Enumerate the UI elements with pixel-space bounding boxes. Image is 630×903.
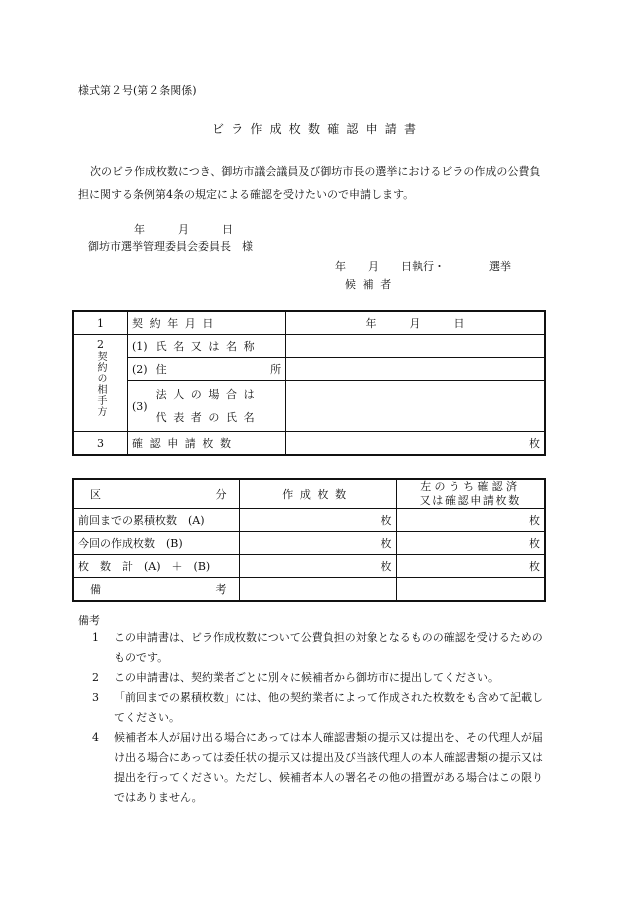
row1-value[interactable]: 年 月 日 [286, 311, 545, 335]
remarks-cell-1[interactable] [239, 578, 396, 602]
date-line: 年 月 日 [134, 223, 233, 236]
notes-heading: 備考 [78, 614, 100, 627]
form-id: 様式第２号(第２条関係) [78, 84, 197, 97]
sub2-label-b: 所 [270, 363, 282, 376]
header-kubun-b: 分 [215, 488, 227, 501]
row2-group-label: 契約の相手方 [95, 351, 106, 417]
note-text: この申請書は、ビラ作成枚数について公費負担の対象となるものの確認を受けるためのものです。 [114, 631, 543, 664]
contract-table [72, 310, 546, 456]
header-confirmed-b: 又は確認申請枚数 [419, 494, 521, 507]
sub3-value[interactable] [286, 381, 545, 432]
note-num: 3 [92, 691, 99, 704]
note-text: この申請書は、契約業者ごとに別々に候補者から御坊市に提出してください。 [114, 671, 499, 684]
note-item [80, 728, 550, 808]
row2-group [73, 335, 128, 432]
header-confirmed [396, 479, 545, 509]
note-item [80, 668, 550, 688]
row-total-made[interactable]: 枚 [239, 555, 396, 578]
page-title: ビラ作成枚数確認申請書 [212, 122, 424, 136]
sub3-label [152, 381, 286, 432]
sub2-value[interactable] [286, 358, 545, 381]
row-b-made[interactable]: 枚 [239, 532, 396, 555]
row3-num: 3 [73, 432, 128, 456]
row-a-made[interactable]: 枚 [239, 509, 396, 532]
note-text: 候補者本人が届け出る場合にあっては本人確認書類の提示又は提出を、その代理人が届け出る場合にあっては委任状の提示又は提出及び当該代理人の本人確認書類の提示又は提出を行ってください。ただし、候補者本人の署名その他の措置がある場合はこの限りではありません。 [114, 731, 543, 804]
note-item [80, 688, 550, 728]
count-table [72, 478, 546, 602]
row1-num: 1 [73, 311, 128, 335]
row-b-label: 今回の作成枚数 (B) [73, 532, 239, 555]
note-num: 2 [92, 671, 99, 684]
row1-label: 契約年月日 [128, 311, 286, 335]
sub1-num: (1) [128, 335, 152, 358]
sub1-value[interactable] [286, 335, 545, 358]
remarks-label [73, 578, 239, 602]
candidate-label: 候補者 [345, 278, 398, 291]
row3-label: 確認申請枚数 [128, 432, 286, 456]
sub2-label [152, 358, 286, 381]
row-total-confirmed[interactable]: 枚 [396, 555, 545, 578]
note-item [80, 628, 550, 668]
sub2-label-a: 住 [155, 363, 167, 376]
election-line: 年 月 日執行・ 選挙 [335, 260, 511, 273]
sub3-label-b: 代表者の氏名 [155, 411, 262, 424]
sub3-num: (3) [128, 381, 152, 432]
remarks-cell-2[interactable] [396, 578, 545, 602]
remarks-label-b: 考 [215, 583, 227, 596]
note-num: 1 [92, 631, 99, 644]
addressee: 御坊市選挙管理委員会委員長 様 [88, 240, 253, 253]
row-total-label: 枚 数 計 (A) ＋ (B) [73, 555, 239, 578]
row3-unit[interactable]: 枚 [286, 432, 545, 456]
note-num: 4 [92, 731, 99, 744]
note-text: 「前回までの累積枚数」には、他の契約業者によって作成された枚数をも含めて記載してください。 [114, 691, 543, 724]
row2-num: 2 [97, 338, 104, 351]
row-a-label: 前回までの累積枚数 (A) [73, 509, 239, 532]
header-confirmed-a: 左のうち確認済 [420, 480, 521, 493]
header-kubun-a: 区 [90, 488, 101, 501]
remarks-label-a: 備 [90, 583, 101, 596]
header-made: 作成枚数 [239, 479, 396, 509]
header-kubun [73, 479, 239, 509]
intro-paragraph: 次のビラ作成枚数につき、御坊市議会議員及び御坊市長の選挙におけるビラの作成の公費負担に関する条例第4条の規定による確認を受けたいので申請します。 [78, 165, 541, 201]
sub1-label: 氏名又は名称 [152, 335, 286, 358]
row-a-confirmed[interactable]: 枚 [396, 509, 545, 532]
sub2-num: (2) [128, 358, 152, 381]
sub3-label-a: 法人の場合は [155, 388, 262, 401]
notes-list [80, 628, 550, 808]
row-b-confirmed[interactable]: 枚 [396, 532, 545, 555]
